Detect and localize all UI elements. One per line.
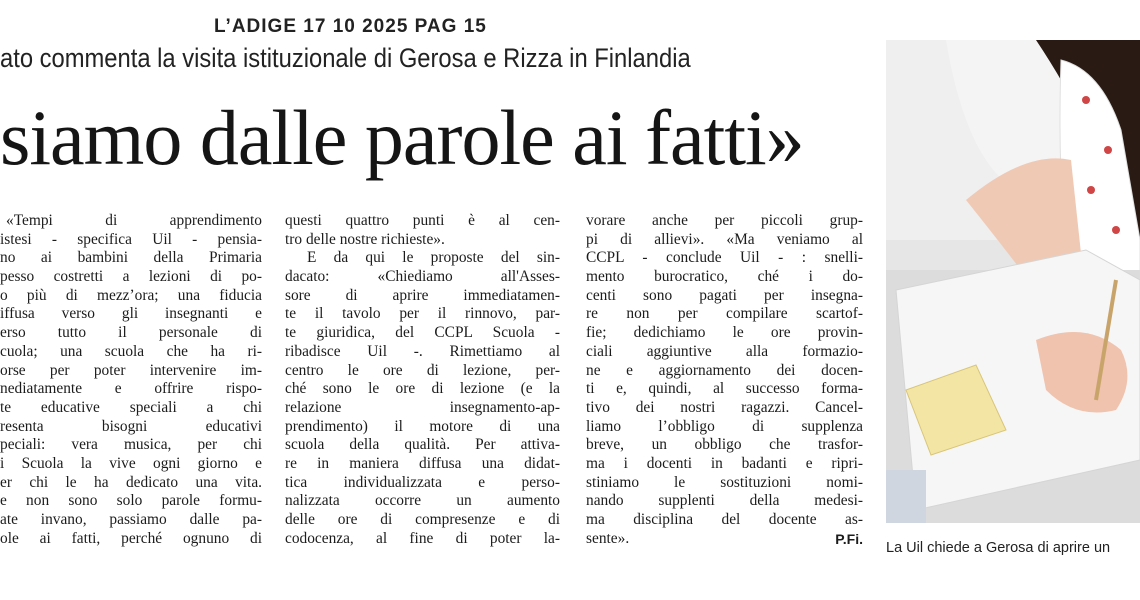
text-line: o più di mezz’ora; una fiducia [0,286,262,304]
photo-illustration [886,40,1140,523]
text-line: e non sono solo parole formu- [0,492,262,510]
author-signature: P.Fi. [835,530,863,547]
text-line: ne e aggiornamento dei docen- [586,361,863,379]
text-line: tica individualizzata e perso- [285,473,560,491]
text-line: te giuridica, del CCPL Scuola - [285,324,560,342]
source-line: L’ADIGE 17 10 2025 PAG 15 [214,16,487,37]
text-line: sore di aprire immediatamen- [285,286,560,304]
text-line: erso tutto il personale di [0,324,262,342]
text-line: peciali: vera musica, per chi [0,436,262,454]
text-line: cuola; una scuola che ha ri- [0,342,262,360]
text-line: orse per poter intervenire im- [0,361,262,379]
text-line: fie; dedichiamo le ore provin- [586,324,863,342]
text-line: iffusa verso gli insegnanti e [0,305,262,323]
text-line: CCPL - conclude Uil - : snelli- [586,249,863,267]
text-line: te educative speciali a chi [0,398,262,416]
text-line: ciali aggiuntive alla formazio- [586,342,863,360]
text-line: ma i docenti in badanti e ripri- [586,454,863,472]
article-kicker: ato commenta la visita istituzionale di Gerosa e Rizza in Finlandia [0,43,691,73]
text-line: ribadisce Uil -. Rimettiamo al [285,342,560,360]
text-line: delle ore di compresenze e di [285,511,560,529]
text-line: centi sono pagati per insegna- [586,286,863,304]
text-line: no ai bambini della Primaria [0,249,262,267]
text-line: mento burocratico, ché i do- [586,268,863,286]
text-line: pi di allievi». «Ma veniamo al [586,230,863,248]
text-line: ti e, quindi, al successo forma- [586,380,863,398]
article-headline: siamo dalle parole ai fatti» [0,94,804,181]
text-line: pesso costretti a lezioni di po- [0,268,262,286]
text-line: E da qui le proposte del sin- [307,249,560,267]
text-line: liamo l’obbligo di supplenza [586,417,863,435]
text-line: centro le ore di lezione, per- [285,361,560,379]
closing-text: sente». [586,529,630,547]
text-line: relazione insegnamento-ap- [285,398,560,416]
text-line: tro delle nostre richieste». [285,230,445,248]
text-line: prendimento) il motore di una [285,417,560,435]
text-line: scuola della qualità. Per attiva- [285,436,560,454]
text-line: er chi le ha dedicato una vita. [0,473,262,491]
text-line: ma disciplina del docente as- [586,511,863,528]
article-column-1 [0,212,262,548]
text-line: vorare anche per piccoli grup- [586,212,863,229]
text-line: dacato: «Chiediamo all'Asses- [285,268,560,286]
text-line: nediatamente e offrire rispo- [0,380,262,398]
text-line: questi quattro punti è al cen- [285,212,560,229]
text-line: te il tavolo per il rinnovo, par- [285,305,560,323]
article-column-3 [586,212,863,548]
text-line: re non per compilare scartof- [586,305,863,323]
text-line-last [586,530,863,549]
text-line: codocenza, al fine di poter la- [285,529,560,547]
text-line: «Tempi di apprendimento [6,212,262,229]
text-line: tivo dei nostri ragazzi. Cancel- [586,398,863,416]
text-line: i Scuola la vive ogni giorno e [0,454,262,472]
text-line: re in maniera diffusa una didat- [285,454,560,472]
text-line: nalizzata occorre un aumento [285,492,560,510]
photo-caption: La Uil chiede a Gerosa di aprire un [886,540,1111,556]
text-line: resenta bisogni educativi [0,417,262,435]
text-line: ole ai fatti, perché ognuno di [0,529,262,547]
text-line: stiniamo le sostituzioni nomi- [586,473,863,491]
article-photo [886,40,1140,523]
text-line: nando supplenti della medesi- [586,492,863,510]
text-line: istesi - specifica Uil - pensia- [0,230,262,248]
text-line: ché sono le ore di lezione (e la [285,380,560,398]
article-column-2 [285,212,560,548]
text-line: breve, un obbligo che trasfor- [586,436,863,454]
text-line: ate invano, passiamo dalle pa- [0,511,262,528]
